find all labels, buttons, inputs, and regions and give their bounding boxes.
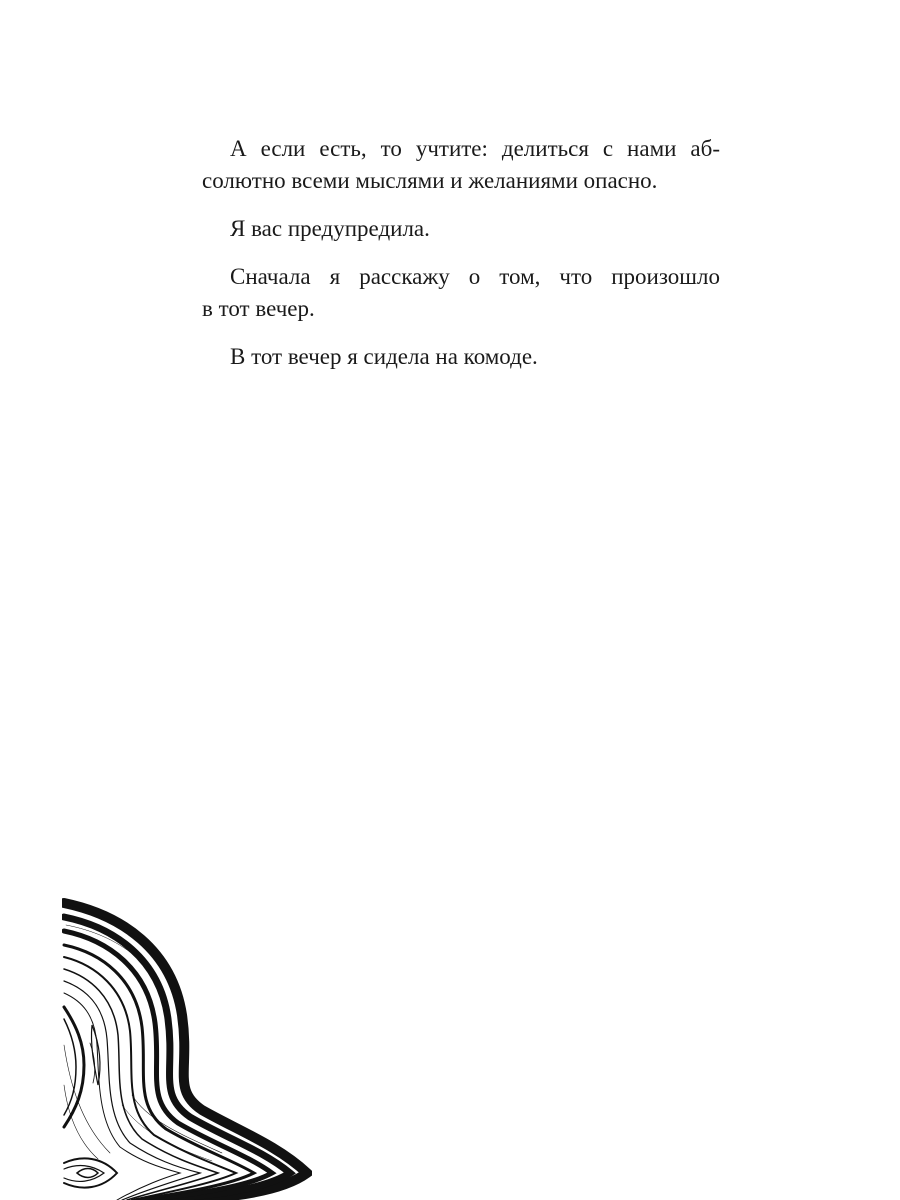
paragraph-2 [202,213,720,245]
text-line: Я вас предупредила. [230,216,430,241]
paragraph-3 [202,261,720,325]
paragraph-1 [202,133,720,197]
text-line: Сначала я расскажу о том, что произошло [230,264,720,289]
text-line: солютно всеми мыслями и желаниями опасно. [202,168,658,193]
paragraph-4 [202,341,720,373]
text-line: в тот вечер. [202,296,315,321]
text-line: В тот вечер я сидела на комоде. [230,344,538,369]
agate-swirl-ornament-icon [62,895,312,1200]
body-text [202,133,720,389]
text-line: А если есть, то учтите: делиться с нами аб- [230,136,720,161]
